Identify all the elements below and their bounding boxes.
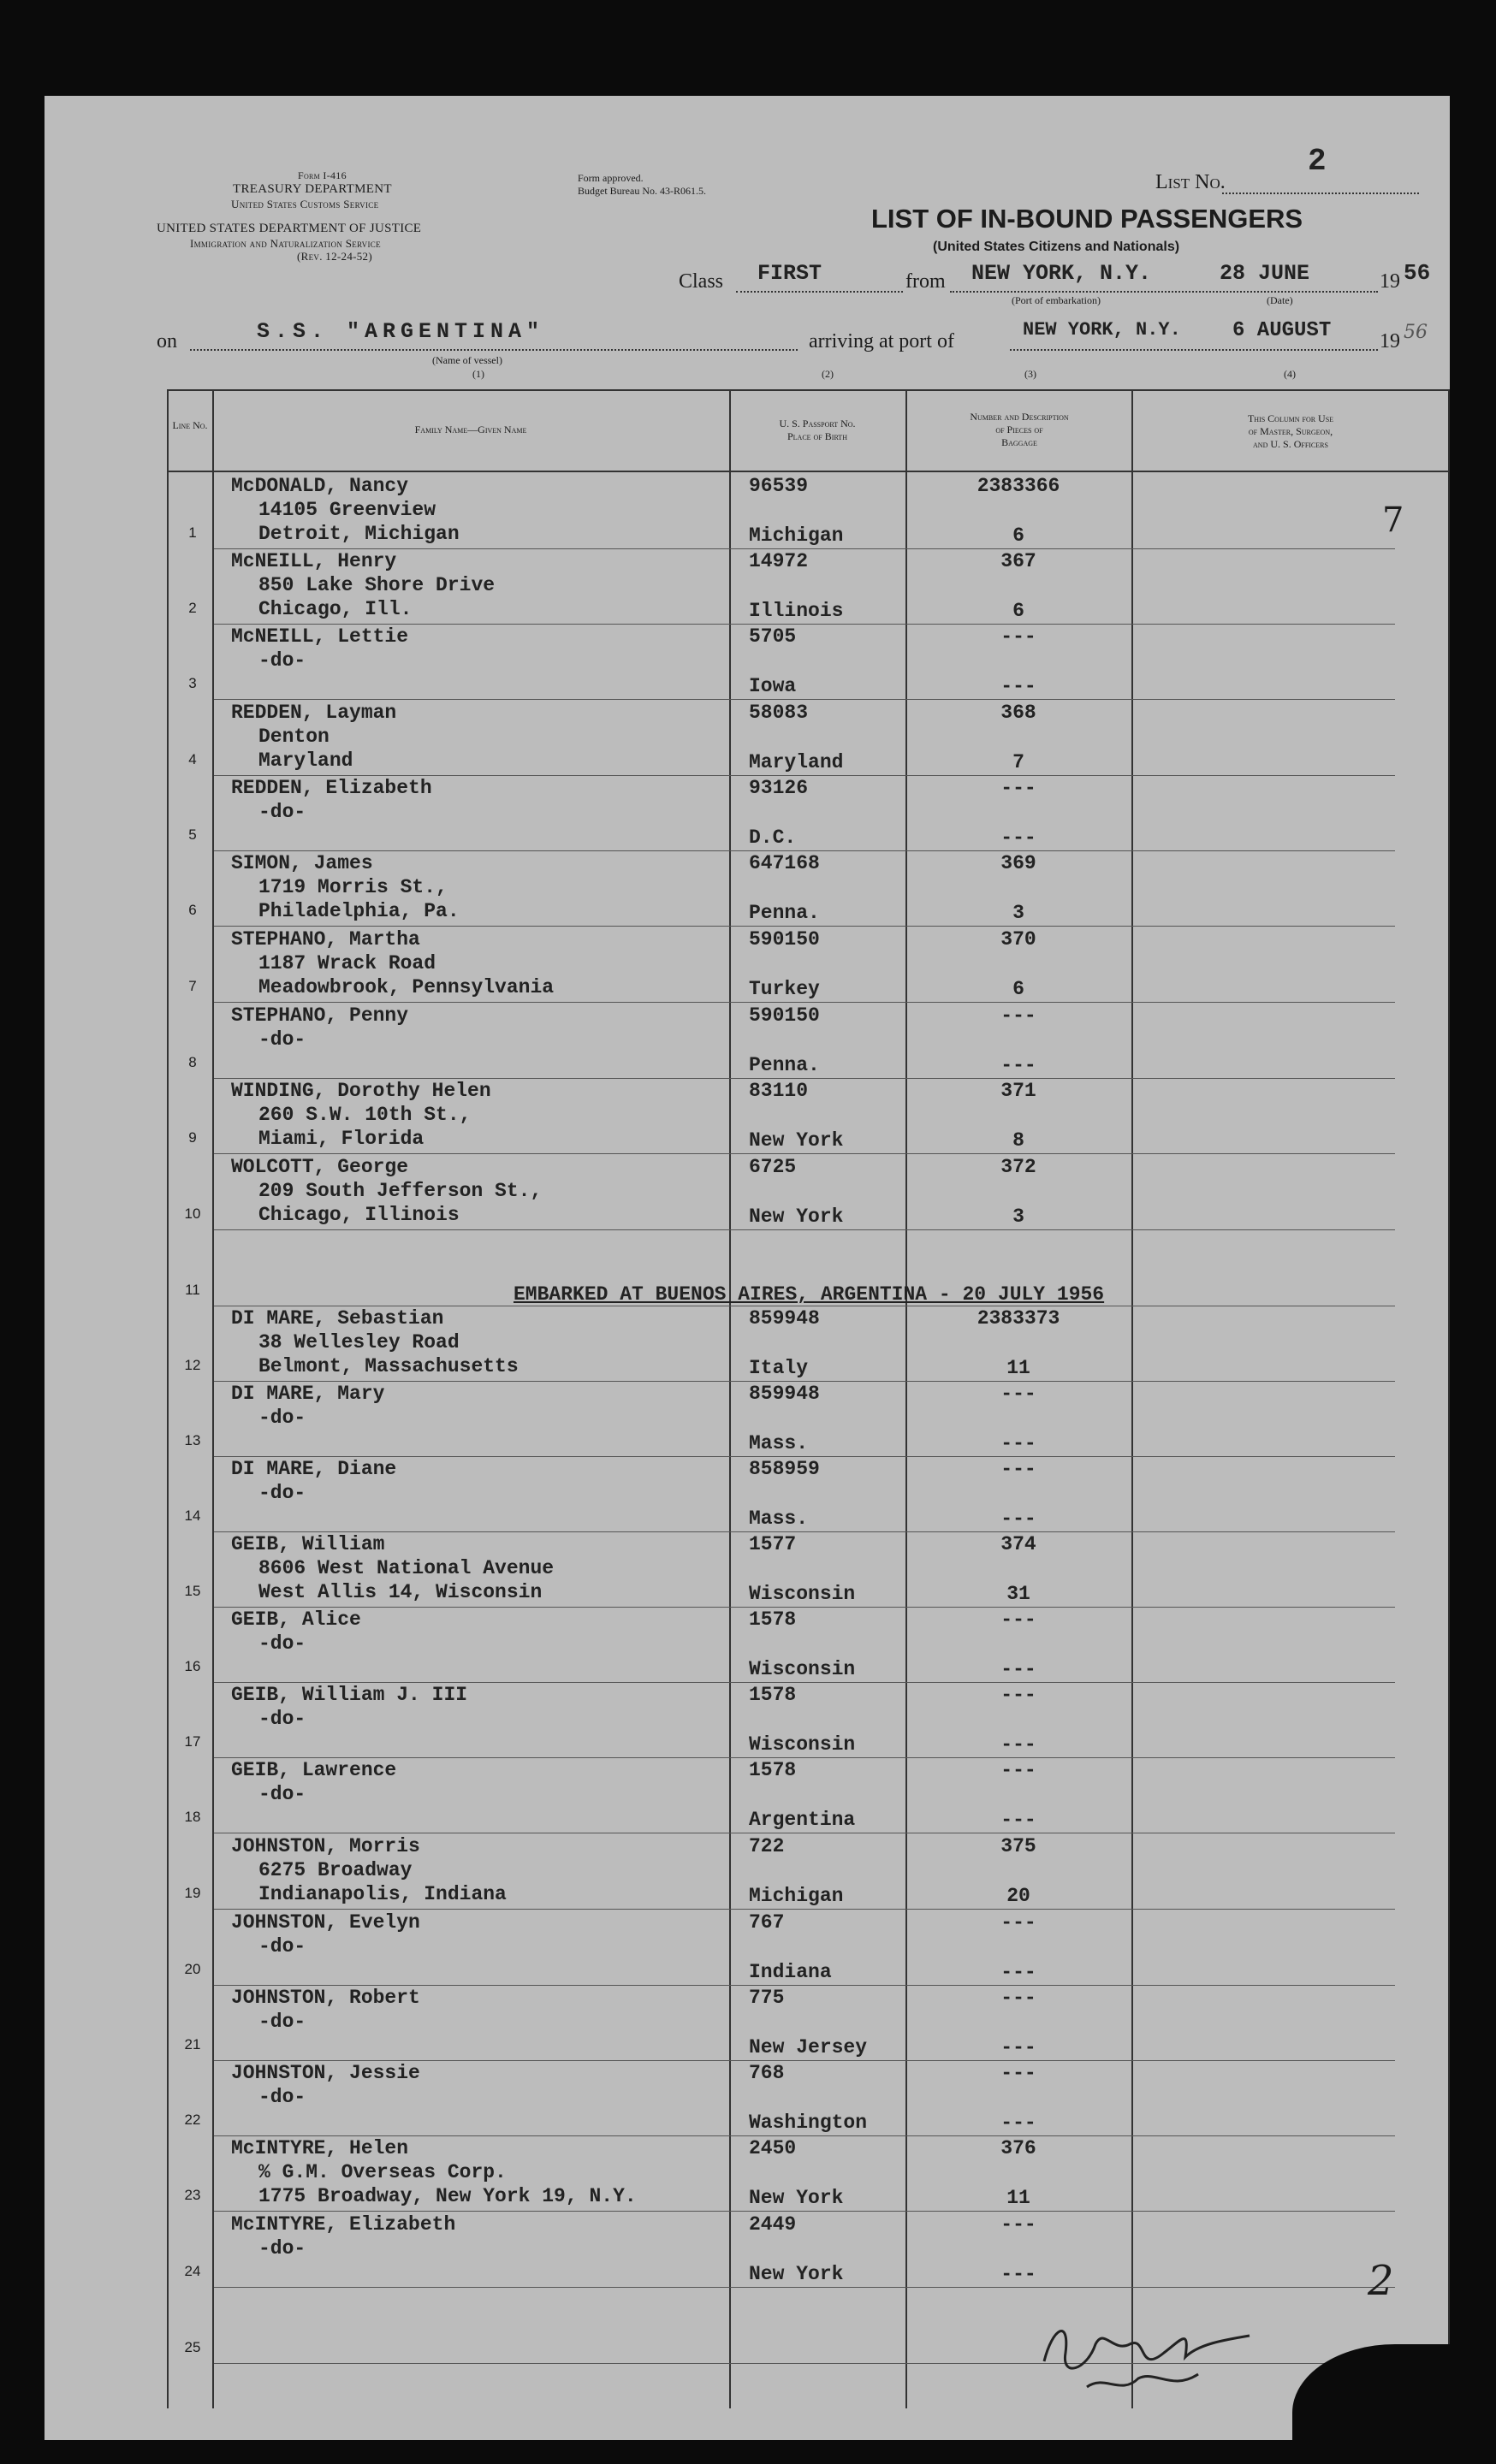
line-number: 9 (188, 1129, 197, 1146)
baggage-number: --- (1000, 1759, 1036, 1781)
row-divider (214, 1757, 1395, 1758)
passport-number: 6725 (749, 1156, 797, 1178)
row-divider (214, 926, 1395, 927)
passenger-address-2: Meadowbrook, Pennsylvania (258, 976, 555, 998)
place-of-birth: Argentina (749, 1809, 856, 1831)
baggage-number: --- (1000, 625, 1036, 648)
row-divider (214, 699, 1395, 700)
caption-1: (1) (472, 368, 484, 380)
line-number: 24 (184, 2263, 201, 2279)
row-divider (214, 1909, 1395, 1910)
passenger-address-2: Detroit, Michigan (258, 523, 460, 545)
passenger-name: GEIB, William (231, 1533, 385, 1555)
baggage-pieces: --- (1000, 2263, 1036, 2285)
passenger-address-1: 1719 Morris St., (258, 876, 448, 898)
line-number: 19 (184, 1885, 201, 1901)
row-divider (214, 1229, 1395, 1230)
baggage-pieces: --- (1000, 1432, 1036, 1454)
passenger-address-1: 38 Wellesley Road (258, 1331, 460, 1353)
passport-number: 1578 (749, 1608, 797, 1631)
line-number: 15 (184, 1583, 201, 1599)
row-divider (214, 1153, 1395, 1154)
margin-mark: 2 (1368, 2257, 1394, 2305)
passenger-address-1: -do- (258, 1028, 306, 1051)
col-name: Family Name—Given Name (414, 424, 527, 435)
baggage-number: --- (1000, 1383, 1036, 1405)
row-divider (214, 1381, 1395, 1382)
baggage-number: 2383366 (977, 475, 1060, 497)
class-value: FIRST (757, 261, 822, 286)
line-number: 12 (184, 1357, 201, 1373)
passport-number: 93126 (749, 777, 809, 799)
passenger-address-1: -do- (258, 1482, 306, 1504)
passenger-name: JOHNSTON, Jessie (231, 2062, 420, 2084)
passenger-address-2: Philadelphia, Pa. (258, 900, 460, 922)
passport-number: 1578 (749, 1684, 797, 1706)
passenger-address-2: West Allis 14, Wisconsin (258, 1581, 543, 1603)
place-of-birth: D.C. (749, 826, 797, 849)
line-number: 2 (188, 600, 197, 616)
passenger-address-2: Miami, Florida (258, 1128, 424, 1150)
passenger-name: STEPHANO, Martha (231, 928, 420, 951)
row-divider (214, 2060, 1395, 2061)
passenger-address-2: 1775 Broadway, New York 19, N.Y. (258, 2185, 637, 2207)
baggage-pieces: --- (1000, 1054, 1036, 1076)
baggage-number: --- (1000, 2213, 1036, 2236)
passenger-address-1: -do- (258, 2011, 306, 2033)
col-officers-3: and U. S. Officers (1253, 438, 1328, 450)
line-number: 21 (184, 2036, 201, 2052)
passenger-name: GEIB, Lawrence (231, 1759, 397, 1781)
place-of-birth: Washington (749, 2112, 868, 2134)
passenger-name: REDDEN, Elizabeth (231, 777, 432, 799)
place-of-birth: Penna. (749, 902, 820, 924)
place-of-birth: New York (749, 1205, 844, 1228)
baggage-pieces: 20 (1006, 1885, 1030, 1907)
baggage-number: 2383373 (977, 1307, 1060, 1330)
row-divider (214, 624, 1395, 625)
baggage-number: --- (1000, 1911, 1036, 1934)
passenger-address-1: 6275 Broadway (258, 1859, 413, 1881)
col-passport: U. S. Passport No. (779, 418, 856, 429)
passenger-name: JOHNSTON, Evelyn (231, 1911, 420, 1934)
manifest-title: LIST OF IN-BOUND PASSENGERS (871, 204, 1303, 234)
passenger-name: GEIB, Alice (231, 1608, 361, 1631)
baggage-number: --- (1000, 1458, 1036, 1480)
baggage-number: 375 (1000, 1835, 1036, 1857)
passport-number: 858959 (749, 1458, 820, 1480)
baggage-number: 371 (1000, 1080, 1036, 1102)
date-caption: (Date) (1267, 294, 1293, 306)
place-of-birth: Michigan (749, 1885, 844, 1907)
passenger-name: McINTYRE, Helen (231, 2137, 409, 2159)
passenger-address-1: 260 S.W. 10th St., (258, 1104, 472, 1126)
col-officers-1: This Column for Use (1247, 412, 1334, 424)
passport-number: 96539 (749, 475, 809, 497)
baggage-number: --- (1000, 777, 1036, 799)
caption-4: (4) (1284, 368, 1296, 380)
class-label: Class (679, 270, 724, 293)
place-of-birth: Mass. (749, 1507, 809, 1530)
passport-number: 590150 (749, 928, 820, 951)
line-number: 7 (188, 978, 197, 994)
caption-3: (3) (1024, 368, 1036, 380)
baggage-number: 369 (1000, 852, 1036, 874)
place-of-birth: Turkey (749, 978, 820, 1000)
place-of-birth: Wisconsin (749, 1583, 856, 1605)
passenger-address-1: -do- (258, 1708, 306, 1730)
baggage-pieces: 7 (1012, 751, 1024, 773)
place-of-birth: Penna. (749, 1054, 820, 1076)
passenger-address-1: 850 Lake Shore Drive (258, 574, 496, 596)
place-of-birth: New York (749, 2263, 844, 2285)
passenger-name: DI MARE, Diane (231, 1458, 397, 1480)
passport-number: 2450 (749, 2137, 797, 2159)
passport-number: 859948 (749, 1383, 820, 1405)
place-of-birth: New Jersey (749, 2036, 868, 2058)
baggage-number: 376 (1000, 2137, 1036, 2159)
passport-number: 58083 (749, 702, 809, 724)
baggage-pieces: 6 (1012, 600, 1024, 622)
passenger-name: McINTYRE, Elizabeth (231, 2213, 456, 2236)
passenger-name: WOLCOTT, George (231, 1156, 409, 1178)
line-number: 6 (188, 902, 197, 918)
passenger-name: McDONALD, Nancy (231, 475, 409, 497)
baggage-pieces: --- (1000, 826, 1036, 849)
baggage-pieces: --- (1000, 675, 1036, 697)
passenger-name: REDDEN, Layman (231, 702, 397, 724)
place-of-birth: New York (749, 1129, 844, 1152)
passport-number: 767 (749, 1911, 785, 1934)
line-number: 8 (188, 1054, 197, 1070)
passport-number: 1577 (749, 1533, 797, 1555)
place-of-birth: Italy (749, 1357, 809, 1379)
passenger-address-1: Denton (258, 726, 329, 748)
row-divider (214, 1985, 1395, 1986)
row-divider (214, 2135, 1395, 2136)
arriving-label: arriving at port of (809, 330, 954, 352)
arrival-port: NEW YORK, N.Y. (1023, 319, 1181, 341)
row-divider (214, 1002, 1395, 1003)
arrival-year: 56 (1404, 322, 1428, 343)
passenger-name: DI MARE, Mary (231, 1383, 385, 1405)
manifest-subtitle: (United States Citizens and Nationals) (933, 240, 1180, 254)
baggage-pieces: 8 (1012, 1129, 1024, 1152)
line-number: 25 (184, 2339, 201, 2355)
baggage-number: 367 (1000, 550, 1036, 572)
passenger-address-1: 1187 Wrack Road (258, 952, 436, 974)
col-baggage-3: Baggage (1001, 436, 1037, 448)
row-divider (214, 1682, 1395, 1683)
passenger-name: GEIB, William J. III (231, 1684, 468, 1706)
row-divider (214, 775, 1395, 776)
place-of-birth: Illinois (749, 600, 844, 622)
baggage-pieces: --- (1000, 1809, 1036, 1831)
vessel-caption: (Name of vessel) (432, 354, 502, 366)
place-of-birth: New York (749, 2187, 844, 2209)
baggage-number: 374 (1000, 1533, 1036, 1555)
baggage-pieces: 6 (1012, 978, 1024, 1000)
row-divider (214, 1607, 1395, 1608)
line-number: 10 (184, 1205, 201, 1222)
line-number: 3 (188, 675, 197, 691)
arrival-date: 6 AUGUST (1232, 319, 1332, 342)
passenger-address-1: -do- (258, 1783, 306, 1805)
place-of-birth: Wisconsin (749, 1658, 856, 1680)
place-of-birth: Maryland (749, 751, 844, 773)
baggage-pieces: --- (1000, 1658, 1036, 1680)
form-approved: Form approved. (578, 172, 644, 184)
baggage-pieces: 3 (1012, 902, 1024, 924)
passenger-name: WINDING, Dorothy Helen (231, 1080, 491, 1102)
line-number: 14 (184, 1507, 201, 1524)
passenger-address-2: Chicago, Illinois (258, 1204, 460, 1226)
baggage-pieces: 11 (1006, 2187, 1030, 2209)
passport-number: 775 (749, 1987, 785, 2009)
baggage-pieces: 11 (1006, 1357, 1030, 1379)
line-number: 1 (188, 524, 197, 541)
passenger-address-1: -do- (258, 1632, 306, 1655)
list-no-label: List No. (1155, 171, 1226, 193)
row-divider (214, 1078, 1395, 1079)
passenger-name: SIMON, James (231, 852, 373, 874)
passenger-address-2: Belmont, Massachusetts (258, 1355, 519, 1377)
passenger-address-1: -do- (258, 2237, 306, 2260)
passenger-address-1: -do- (258, 649, 306, 672)
justice-dept: UNITED STATES DEPARTMENT OF JUSTICE (157, 222, 422, 235)
baggage-number: --- (1000, 1987, 1036, 2009)
passport-number: 83110 (749, 1080, 809, 1102)
passenger-address-2: Maryland (258, 749, 353, 772)
passenger-address-1: 209 South Jefferson St., (258, 1180, 543, 1202)
passport-number: 14972 (749, 550, 809, 572)
passport-number: 2449 (749, 2213, 797, 2236)
place-of-birth: Iowa (749, 675, 797, 697)
year-prefix-2: 19 (1380, 330, 1400, 352)
embarkation-date: 28 JUNE (1220, 261, 1310, 286)
col-baggage-2: of Pieces of (995, 424, 1043, 435)
row-divider (214, 2211, 1395, 2212)
line-number: 18 (184, 1809, 201, 1825)
year-prefix-1: 19 (1380, 270, 1400, 293)
passenger-name: JOHNSTON, Robert (231, 1987, 420, 2009)
baggage-pieces: 6 (1012, 524, 1024, 547)
line-number: 13 (184, 1432, 201, 1448)
baggage-number: 370 (1000, 928, 1036, 951)
row-divider (214, 1531, 1395, 1532)
inspector-signature (1036, 2293, 1258, 2404)
col-officers-2: of Master, Surgeon, (1248, 425, 1333, 437)
port-embark-caption: (Port of embarkation) (1012, 294, 1101, 306)
from-label: from (905, 270, 946, 293)
form-id: Form I-416 (298, 169, 347, 181)
port-of-embarkation: NEW YORK, N.Y. (971, 261, 1152, 286)
passenger-address-1: -do- (258, 2086, 306, 2108)
passenger-address-1: % G.M. Overseas Corp. (258, 2161, 507, 2183)
passenger-address-1: 8606 West National Avenue (258, 1557, 555, 1579)
line-number: 5 (188, 826, 197, 843)
baggage-pieces: --- (1000, 1733, 1036, 1756)
baggage-pieces: 3 (1012, 1205, 1024, 1228)
col-baggage-1: Number and Description (970, 411, 1069, 423)
baggage-number: --- (1000, 1684, 1036, 1706)
row-divider (214, 548, 1395, 549)
row-divider (214, 1456, 1395, 1457)
on-label: on (157, 330, 177, 352)
row-divider (214, 850, 1395, 851)
passport-number: 5705 (749, 625, 797, 648)
line-number: 17 (184, 1733, 201, 1750)
passenger-name: McNEILL, Henry (231, 550, 397, 572)
caption-2: (2) (822, 368, 834, 380)
col-line-no: Line No. (172, 419, 208, 431)
line-number: 11 (185, 1282, 200, 1298)
row-divider (214, 2287, 1395, 2288)
line-number: 23 (184, 2187, 201, 2203)
passenger-name: STEPHANO, Penny (231, 1004, 409, 1027)
baggage-number: --- (1000, 2062, 1036, 2084)
baggage-number: 372 (1000, 1156, 1036, 1178)
ins-service: Immigration and Naturalization Service (190, 237, 381, 250)
line-number: 16 (184, 1658, 201, 1674)
baggage-number: --- (1000, 1608, 1036, 1631)
passenger-address-1: -do- (258, 1407, 306, 1429)
baggage-pieces: --- (1000, 2112, 1036, 2134)
revision-date: (Rev. 12-24-52) (297, 250, 372, 263)
budget-bureau-no: Budget Bureau No. 43-R061.5. (578, 185, 706, 197)
embarkation-year: 56 (1404, 260, 1431, 286)
passenger-address-1: -do- (258, 1935, 306, 1958)
margin-count: 7 (1382, 500, 1404, 540)
line-number: 22 (184, 2112, 201, 2128)
embark-note: EMBARKED AT BUENOS AIRES, ARGENTINA - 20 JULY 1956 (514, 1283, 1105, 1306)
passenger-address-1: 14105 Greenview (258, 499, 436, 521)
passenger-address-1: -do- (258, 801, 306, 823)
passport-number: 859948 (749, 1307, 820, 1330)
line-number: 4 (188, 751, 197, 767)
place-of-birth: Wisconsin (749, 1733, 856, 1756)
baggage-number: --- (1000, 1004, 1036, 1027)
customs-service: United States Customs Service (231, 198, 379, 210)
list-no-value: 2 (1308, 144, 1327, 179)
passport-number: 1578 (749, 1759, 797, 1781)
baggage-pieces: 31 (1006, 1583, 1030, 1605)
passenger-address-2: Chicago, Ill. (258, 598, 413, 620)
passenger-name: DI MARE, Sebastian (231, 1307, 444, 1330)
passenger-name: McNEILL, Lettie (231, 625, 409, 648)
vessel-name: S.S. "ARGENTINA" (257, 319, 545, 344)
passport-number: 590150 (749, 1004, 820, 1027)
place-of-birth: Michigan (749, 524, 844, 547)
passport-number: 647168 (749, 852, 820, 874)
treasury-dept: TREASURY DEPARTMENT (233, 182, 392, 196)
baggage-pieces: --- (1000, 1507, 1036, 1530)
passenger-address-2: Indianapolis, Indiana (258, 1883, 507, 1905)
passport-number: 768 (749, 2062, 785, 2084)
passport-number: 722 (749, 1835, 785, 1857)
place-of-birth: Indiana (749, 1961, 832, 1983)
col-birth: Place of Birth (787, 430, 847, 442)
baggage-pieces: --- (1000, 2036, 1036, 2058)
passenger-name: JOHNSTON, Morris (231, 1835, 420, 1857)
baggage-number: 368 (1000, 702, 1036, 724)
place-of-birth: Mass. (749, 1432, 809, 1454)
baggage-pieces: --- (1000, 1961, 1036, 1983)
line-number: 20 (184, 1961, 201, 1977)
